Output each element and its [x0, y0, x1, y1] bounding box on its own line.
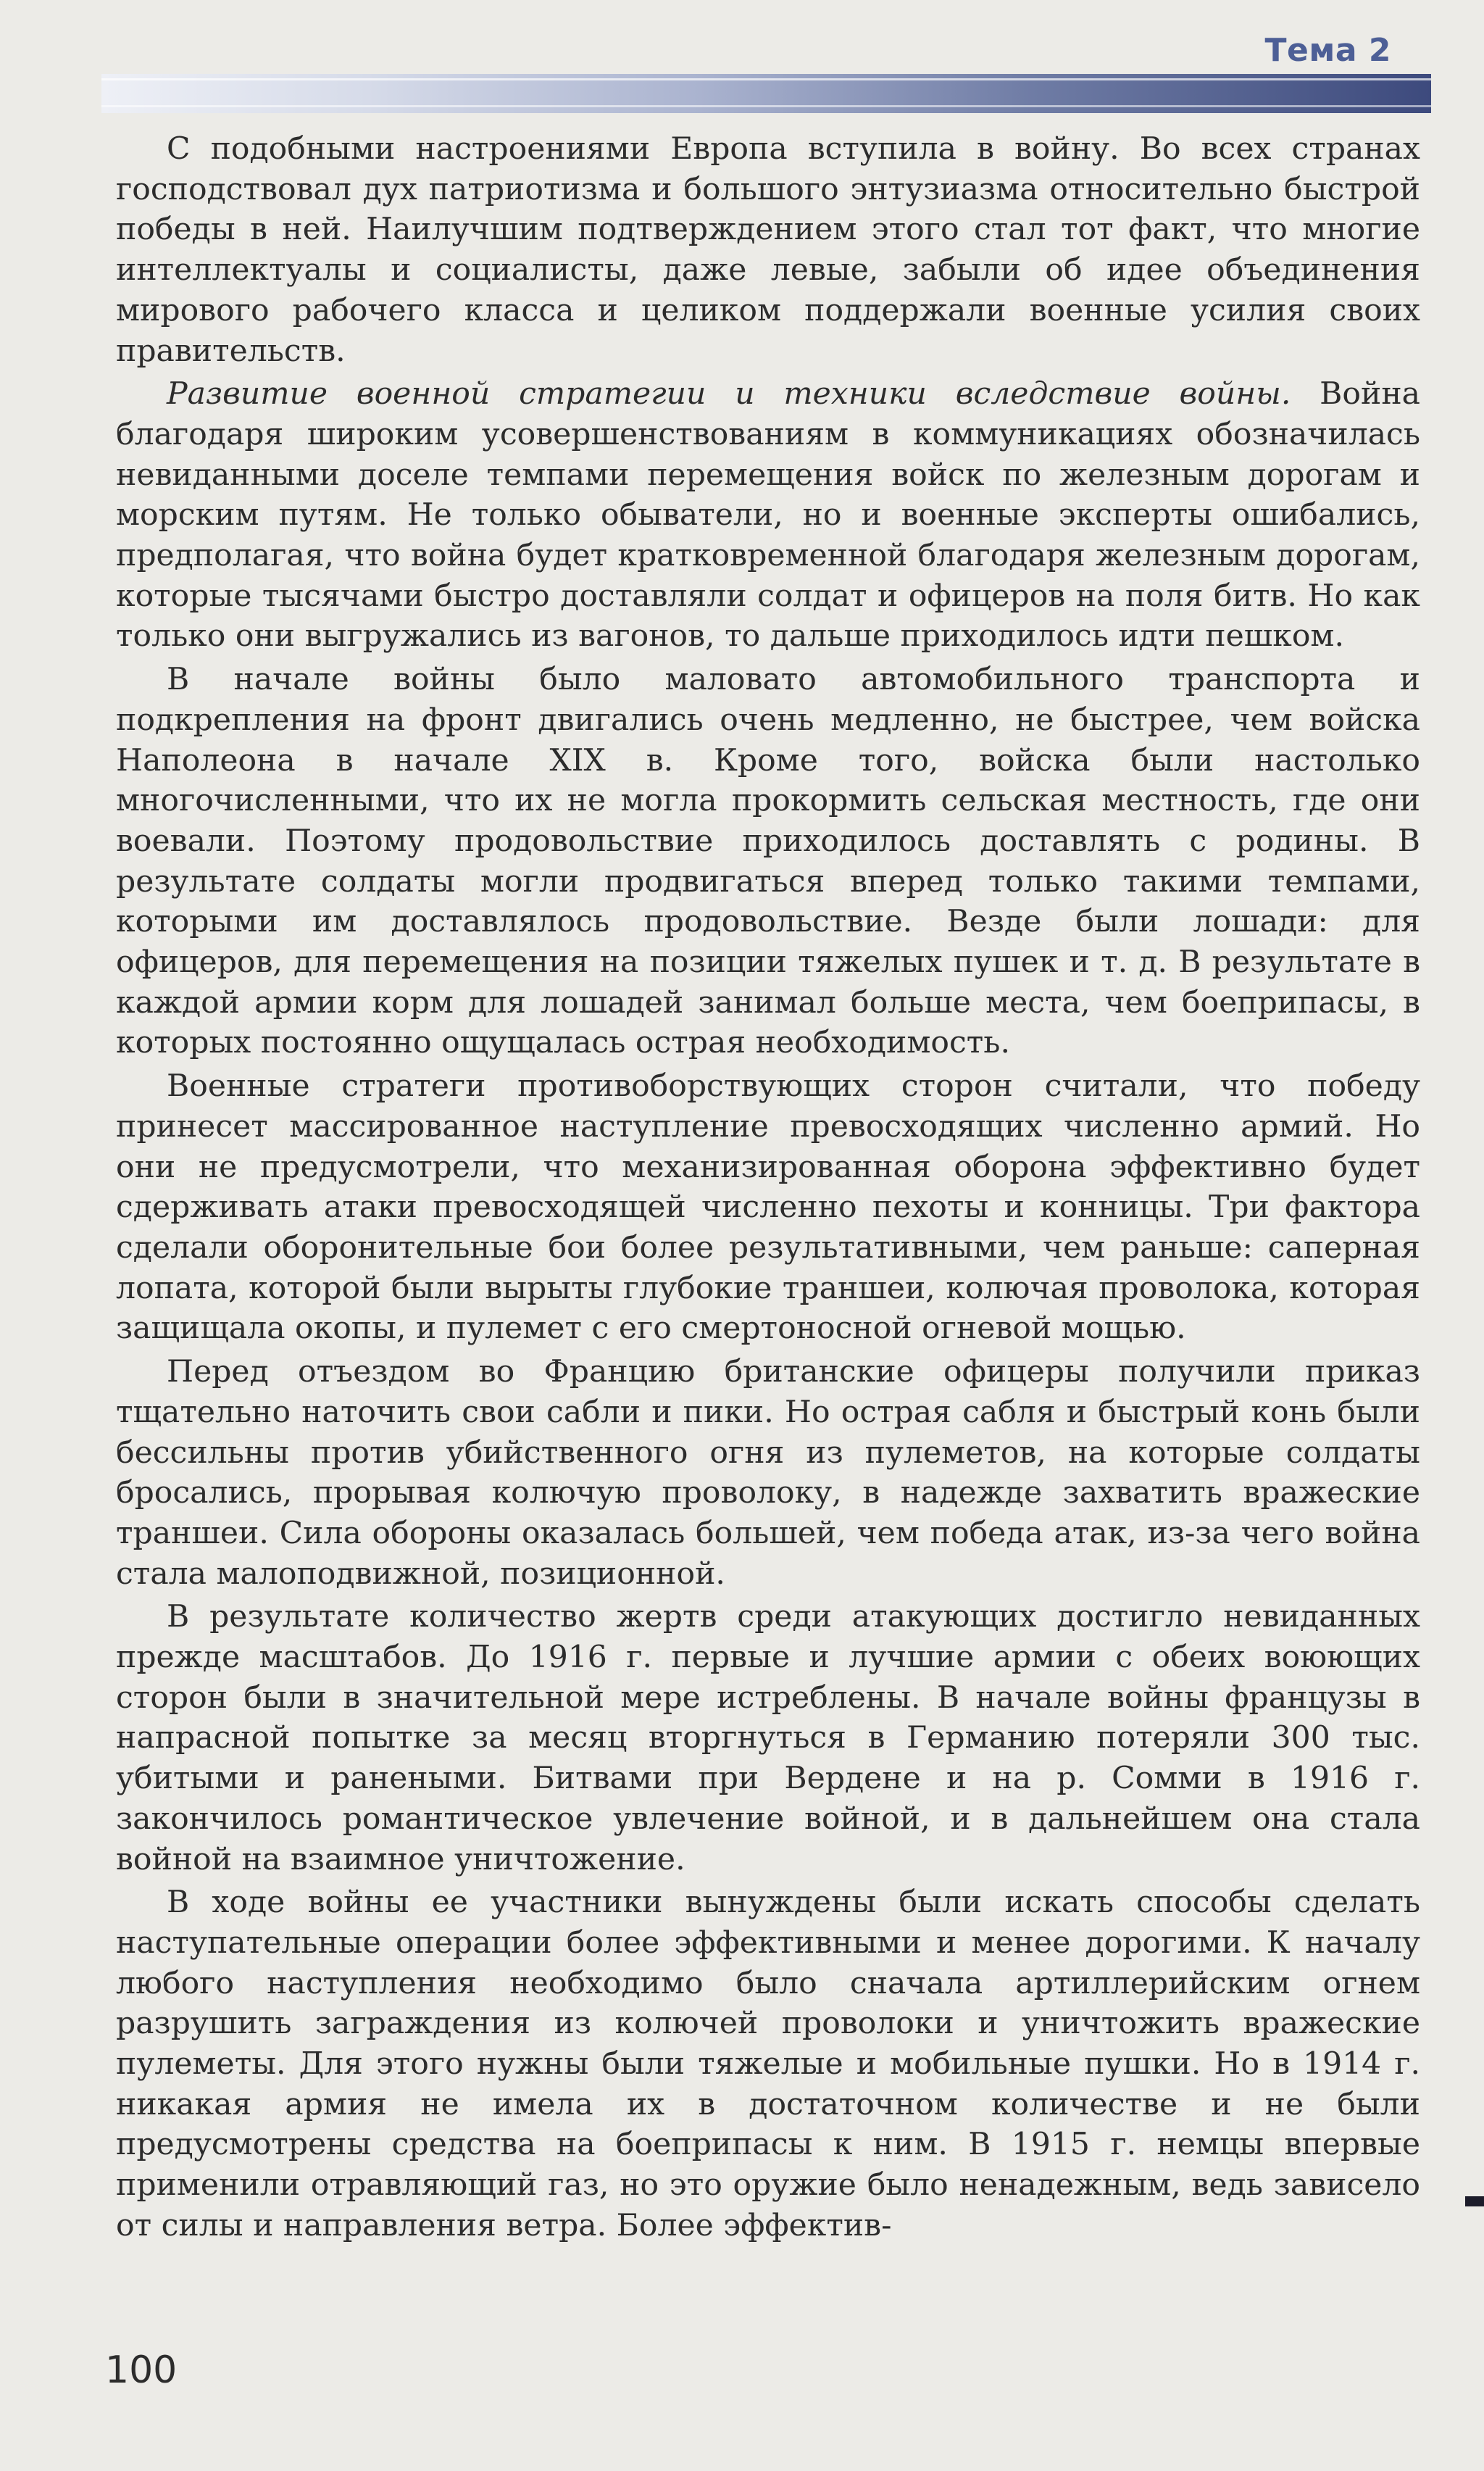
page-number: 100: [105, 2349, 178, 2392]
topic-label: Тема 2: [1264, 32, 1391, 69]
page-body: [116, 129, 1420, 2249]
paragraph-text: В ходе войны ее участники вынуждены были искать способы сделать наступательные операции более эффективными и менее дорогими. К началу любого наступления необходимо было сначала артиллерийским огнем разрушить заграждения из колючей проволоки и уничтожить вражеские пулеметы. Для этого нужны были тяжелые и мобильные пушки. Но в 1914 г. никакая армия не имела их в достаточном количестве и не были предусмотрены средства на боеприпасы к ним. В 1915 г. немцы впервые применили отравляющий газ, но это оружие было ненадежным, ведь зависело от силы и направления ветра. Более эффектив-: [116, 1885, 1420, 2243]
paragraph: [116, 660, 1420, 1063]
page-edge-marker: [1465, 2196, 1484, 2206]
paragraph: [116, 1597, 1420, 1880]
paragraph-text: Война благодаря широким усовершенствованиям в коммуникациях обозначилась невиданными доселе темпами перемещения войск по железным дорогам и морским путям. Не только обыватели, но и военные эксперты ошибались, предполагая, что война будет кратковременной благодаря железным дорогам, которые тысячами быстро доставляли солдат и офицеров на поля битв. Но как только они выгружались из вагонов, то дальше приходилось идти пешком.: [116, 376, 1420, 655]
paragraph-text: В результате количество жертв среди атакующих достигло невиданных прежде масштабов. До 1916 г. первые и лучшие армии с обеих воюющих сторон были в значительной мере истреблены. В начале войны французы в напрасной попытке за месяц вторгнуться в Германию потеряли 300 тыс. убитыми и ранеными. Битвами при Вердене и на р. Сомми в 1916 г. закончилось романтическое увлечение войной, и в дальнейшем она стала войной на взаимное уничтожение.: [116, 1599, 1420, 1877]
paragraph-text: Перед отъездом во Францию британские офицеры получили приказ тщательно наточить свои сабли и пики. Но острая сабля и быстрый конь были бессильны против убийственного огня из пулеметов, на которые солдаты бросались, прорывая колючую проволоку, в надежде захватить вражеские траншеи. Сила обороны оказалась большей, чем победа атак, из-за чего война стала малоподвижной, позиционной.: [116, 1354, 1420, 1592]
paragraph: [116, 1352, 1420, 1594]
header-gradient-bar: [101, 74, 1431, 113]
paragraph-text: Военные стратеги противоборствующих сторон считали, что победу принесет массированное наступление превосходящих численно армий. Но они не предусмотрели, что механизированная оборона эффективно будет сдерживать атаки превосходящей численно пехоты и конницы. Три фактора сделали оборонительные бои более результативными, чем раньше: саперная лопата, которой были вырыты глубокие траншеи, колючая проволока, которая защищала окопы, и пулемет с его смертоносной огневой мощью.: [116, 1068, 1420, 1347]
paragraph-text: В начале войны было маловато автомобильного транспорта и подкрепления на фронт двигались очень медленно, не быстрее, чем войска Наполеона в начале XIX в. Кроме того, войска были настолько многочисленными, что их не могла прокормить сельская местность, где они воевали. Поэтому продовольствие приходилось доставлять с родины. В результате солдаты могли продвигаться вперед только такими темпами, которыми им доставлялось продовольствие. Везде были лошади: для офицеров, для перемещения на позиции тяжелых пушек и т. д. В результате в каждой армии корм для лошадей занимал больше места, чем боеприпасы, в которых постоянно ощущалась острая необходимость.: [116, 662, 1420, 1061]
paragraph: [116, 1066, 1420, 1349]
section-heading-italic: Развитие военной стратегии и техники вследствие войны.: [167, 376, 1291, 412]
paragraph: [116, 1882, 1420, 2246]
paragraph: [116, 129, 1420, 371]
paragraph: [116, 374, 1420, 657]
paragraph-text: С подобными настроениями Европа вступила в войну. Во всех странах господствовал дух патриотизма и большого энтузиазма относительно быстрой победы в ней. Наилучшим подтверждением этого стал тот факт, что многие интеллектуалы и социалисты, даже левые, забыли об идее объединения мирового рабочего класса и целиком поддержали военные усилия своих правительств.: [116, 131, 1420, 369]
